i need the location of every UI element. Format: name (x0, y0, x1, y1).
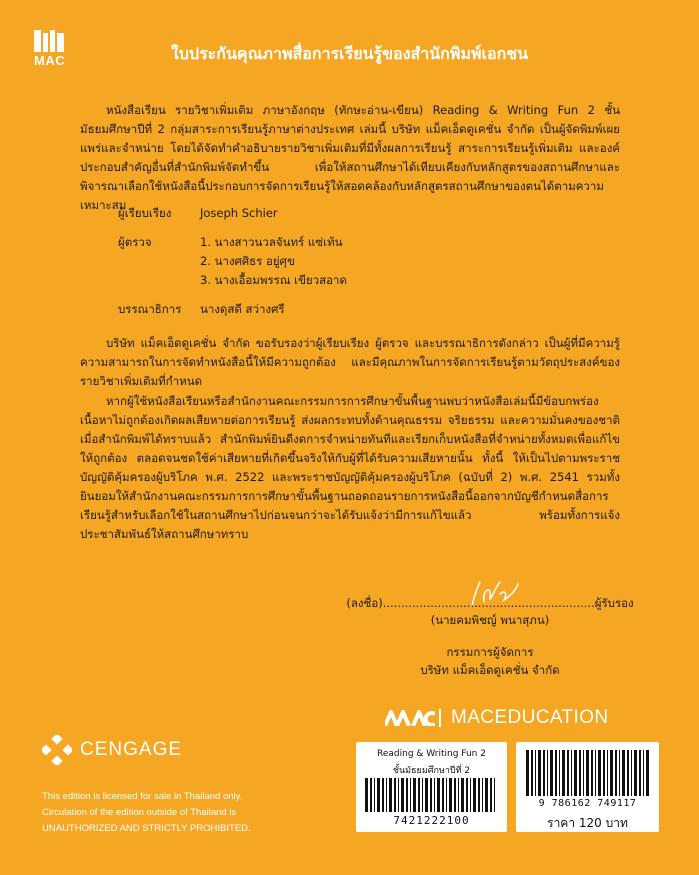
page-title: ใบประกันคุณภาพสื่อการเรียนรู้ของสำนักพิมพ์เอกชน (170, 44, 529, 63)
mac-logo-text: MAC (34, 53, 66, 68)
license-line: UNAUTHORIZED AND STRICTLY PROHIBITED. (42, 823, 251, 834)
isbn-code: 9 786162 749117 (538, 798, 637, 809)
author-label: ผู้เรียบเรียง (118, 206, 172, 220)
mac-education-divider (439, 709, 441, 727)
cengage-mark-icon (42, 735, 72, 765)
isbn-barcode-label (516, 742, 659, 832)
license-line: Circulation of the edition outside of Thailand is (42, 807, 237, 818)
product-code: 7421222100 (393, 814, 470, 827)
editor-label: บรรณาธิการ (118, 302, 182, 316)
intro-paragraph: หนังสือเรียน รายวิชาเพิ่มเติม ภาษาอังกฤษ (ทักษะอ่าน-เขียน) Reading & Writing Fun 2 ชั้นมัธยมศึกษาปีที่ 2 กลุ่มสาระการเรียนรู้ภาษาต่างประเทศ เล่มนี้ บริษัท แม็คเอ็ดดูเคชั่น จำกัด เป็นผู้จัดพิมพ์เผยแพร่และจำหน่าย โดยได้จัดทำคำอธิบายรายวิชาเพิ่มเติมที่มีทั้งผลการเรียนรู้ สาระการเรียนรู้เพิ่มเติม และองค์ประกอบสำคัญอื่นที่สำนักพิมพ์จัดทำขึ้น เพื่อให้สถานศึกษาได้เทียบเคียงกับหลักสูตรของสถานศึกษาและพิจารณาเลือกใช้หนังสือนี้ประกอบการจัดการเรียนรู้ให้สอดคล้องกับหลักสูตรสถานศึกษาของตนได้ตามความเหมาะสม (80, 103, 620, 212)
price: ราคา 120 บาท (547, 816, 628, 830)
product-title: Reading & Writing Fun 2 (377, 749, 486, 759)
product-barcode-label (356, 742, 507, 832)
mac-education-mark-icon (385, 710, 435, 726)
mac-education-brand: MACEDUCATION (451, 707, 609, 728)
editor-name: นางดุสดี สว่างศรี (200, 302, 285, 316)
reviewer-name: 1. นางสาวนวลจันทร์ แซ่เท้น (200, 235, 343, 249)
author-name: Joseph Schier (200, 206, 278, 220)
product-grade: ชั้นมัธยมศึกษาปีที่ 2 (392, 766, 471, 776)
license-note (42, 789, 282, 837)
license-line: This edition is licensed for sale in Thailand only. (42, 791, 243, 802)
cengage-logo (42, 735, 182, 765)
reviewer-name: 3. นางเอื้อมพรรณ เขียวสอาด (200, 273, 347, 287)
company-name: บริษัท แม็คเอ็ดดูเคชั่น จำกัด (420, 663, 560, 677)
reviewer-name: 2. นางศศิธร อยู่ศุข (200, 254, 295, 268)
signature-line: (ลงชื่อ)..........................................................ผู้รับรอง (346, 596, 634, 610)
credits-reviewers (118, 233, 347, 290)
credits-editor (118, 300, 285, 319)
credits-author (118, 204, 278, 223)
reviewer-label: ผู้ตรวจ (118, 235, 152, 249)
isbn-barcode-icon (526, 750, 649, 796)
signer-position: กรรมการผู้จัดการ (446, 645, 534, 659)
liability-paragraph: หากผู้ใช้หนังสือเรียนหรือสำนักงานคณะกรรมการการศึกษาขั้นพื้นฐานพบว่าหนังสือเล่มนี้มีข้อบกพร่อง เนื้อหาไม่ถูกต้องเกิดผลเสียหายต่อการเรียนรู้ ส่งผลกระทบทั้งด้านคุณธรรม จริยธรรม และความมั่นคงของชาติ เมื่อสำนักพิมพ์ได้ทราบแล้ว สำนักพิมพ์ยินดีงดการจำหน่ายทันทีและเรียกเก็บหนังสือที่จำหน่ายทั้งหมดเพื่อแก้ไขให้ถูกต้อง ตลอดจนชดใช้ค่าเสียหายที่เกิดขึ้นจริงให้กับผู้ที่ได้รับความเสียหายนั้น ทั้งนี้ ให้เป็นไปตามพระราชบัญญัติคุ้มครองผู้บริโภค พ.ศ. 2522 และพระราชบัญญัติคุ้มครองผู้บริโภค (ฉบับที่ 2) พ.ศ. 2541 รวมทั้งยินยอมให้สำนักงานคณะกรรมการการศึกษาขั้นพื้นฐานถอดถอนรายการหนังสือนี้ออกจากบัญชีกำหนดสื่อการเรียนรู้สำหรับเลือกใช้ในสถานศึกษาไปก่อนจนกว่าจะได้รับแจ้งว่ามีการแก้ไขแล้ว พร้อมทั้งการแจ้งประชาสัมพันธ์ให้สถานศึกษาทราบ (80, 394, 620, 541)
cengage-name: CENGAGE (80, 739, 183, 760)
certification-paragraph: บริษัท แม็คเอ็ดดูเคชั่น จำกัด ขอรับรองว่าผู้เรียบเรียง ผู้ตรวจ และบรรณาธิการดังกล่าว เป็นผู้ที่มีความรู้ความสามารถในการจัดทำหนังสือนี้ให้มีความถูกต้อง และมีคุณภาพในการจัดการเรียนรู้ตามวัตถุประสงค์ของรายวิชาเพิ่มเติมที่กำหนด (80, 336, 620, 388)
mac-education-logo (385, 706, 609, 730)
signer-name: (นายคมพิชญ์ พนาสุภน) (430, 613, 550, 627)
product-barcode-icon (365, 778, 498, 812)
